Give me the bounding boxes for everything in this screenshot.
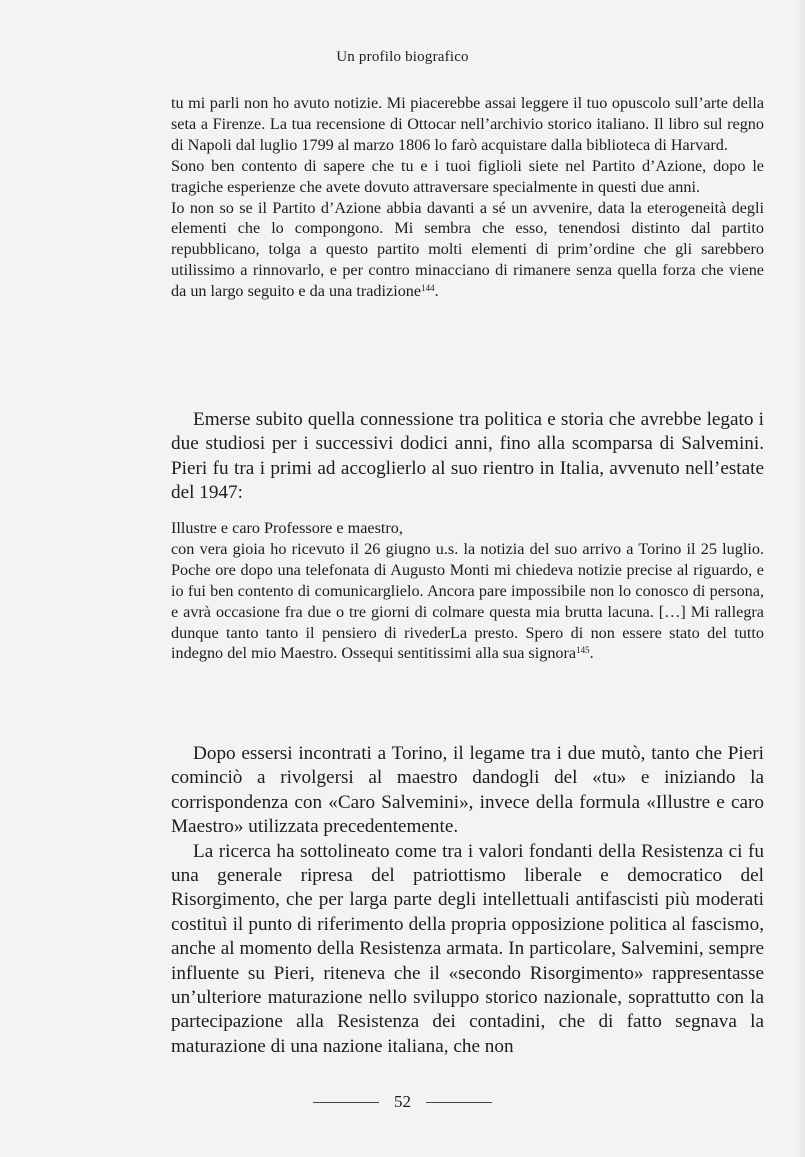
folio-rule-left (313, 1102, 379, 1103)
body-paragraph: La ricerca ha sottolineato come tra i valori fondanti della Resistenza ci fu una generale ripresa del patriottismo liberale e democratico del Risorgimento, che per larga parte degli intellettuali antifascisti più moderati costituì il punto di riferimento della propria opposizione politica al fascismo, anche al momento della Resistenza armata. In particolare, Salvemini, sempre influente su Pieri, riteneva che il «secondo Risorgimento» rappresentasse un’ulteriore maturazione nello sviluppo storico nazionale, soprattutto con la partecipazione alla Resistenza dei contadini, che di fatto segnava la maturazione di una nazione italiana, che non (171, 840, 764, 1057)
quote-paragraph-text: Io non so se il Partito d’Azione abbia davanti a sé un avvenire, data la eterogeneità degli elementi che lo compongono. Mi sembra che esso, tenendosi distinto dal partito repubblicano, tolga a questo partito molti elementi di prim’ordine che gli sarebbero utilissimo a rinnovarlo, e per contro minacciano di rimanere senza quella forza che viene da un largo seguito e da una tradizione (171, 198, 764, 301)
body-paragraph-block-1 (171, 408, 764, 506)
quote-paragraph: Sono ben contento di sapere che tu e i tuoi figlioli siete nel Partito d’Azione, dopo le tragiche esperienze che avete dovuto attraversare specialmente in questi due anni. (171, 156, 764, 196)
page-number: 52 (394, 1092, 411, 1111)
folio-rule-right (426, 1102, 492, 1103)
page-edge-shadow (795, 0, 805, 1157)
footnote-marker: 144 (421, 283, 435, 294)
quote-paragraph: Io non so se il Partito d’Azione abbia davanti a sé un avvenire, data la eterogeneità degli elementi che lo compongono. Mi sembra che esso, tenendosi distinto dal partito repubblicano, tolga a questo partito molti elementi di prim’ordine che gli sarebbero utilissimo a rinnovarlo, e per contro minacciano di rimanere senza quella forza che viene da un largo seguito e da una tradizione$^{144}$. (171, 198, 764, 301)
running-head: Un profilo biografico (336, 49, 469, 65)
page-footer (0, 1092, 805, 1112)
block-quote-letter-2 (171, 518, 764, 664)
quote-paragraph: con vera gioia ho ricevuto il 26 giugno u.s. la notizia del suo arrivo a Torino il 25 luglio. Poche ore dopo una telefonata di Augusto Monti mi chiedeva notizie precise al riguardo, e io fui ben contento di comunicarglielo. Ancora pare impossibile non lo conosco di persona, e avrà occasione fra due o tre giorni di colmare questa mia brutta lacuna. […] Mi rallegra dunque tanto tanto il pensiero di rivederLa presto. Spero di non essere stato del tutto indegno del mio Maestro. Ossequi sentitissimi alla sua signora$^{145}$. (171, 539, 764, 663)
block-quote-letter-1 (171, 93, 764, 302)
footnote-marker: 145 (576, 645, 590, 656)
quote-paragraph: tu mi parli non ho avuto notizie. Mi piacerebbe assai leggere il tuo opuscolo sull’arte della seta a Firenze. La tua recensione di Ottocar nell’archivio storico italiano. Il libro sul regno di Napoli dal luglio 1799 al marzo 1806 lo farò acquistare dalla biblioteca di Harvard. (171, 94, 764, 154)
body-paragraph-block-2 (171, 742, 764, 1059)
quote-paragraph-text: con vera gioia ho ricevuto il 26 giugno u.s. la notizia del suo arrivo a Torino il 25 luglio. Poche ore dopo una telefonata di Augusto Monti mi chiedeva notizie precise al riguardo, e io fui ben contento di comunicarglielo. Ancora pare impossibile non lo conosco di persona, e avrà occasione fra due o tre giorni di colmare questa mia brutta lacuna. […] Mi rallegra dunque tanto tanto il pensiero di rivederLa presto. Spero di non essere stato del tutto indegno del mio Maestro. Ossequi sentitissimi alla sua signora (171, 539, 764, 663)
body-paragraph: Dopo essersi incontrati a Torino, il legame tra i due mutò, tanto che Pieri cominciò a rivolgersi al maestro dandogli del «tu» e iniziando la corrispondenza con «Caro Salvemini», invece della formula «Illustre e caro Maestro» utilizzata precedentemente. (171, 743, 764, 838)
quote-salutation: Illustre e caro Professore e maestro, (171, 519, 403, 537)
body-paragraph: Emerse subito quella connessione tra politica e storia che avrebbe legato i due studiosi per i successivi dodici anni, fino alla scomparsa di Salvemini. Pieri fu tra i primi ad accoglierlo al suo rientro in Italia, avvenuto nell’estate del 1947: (171, 409, 764, 504)
